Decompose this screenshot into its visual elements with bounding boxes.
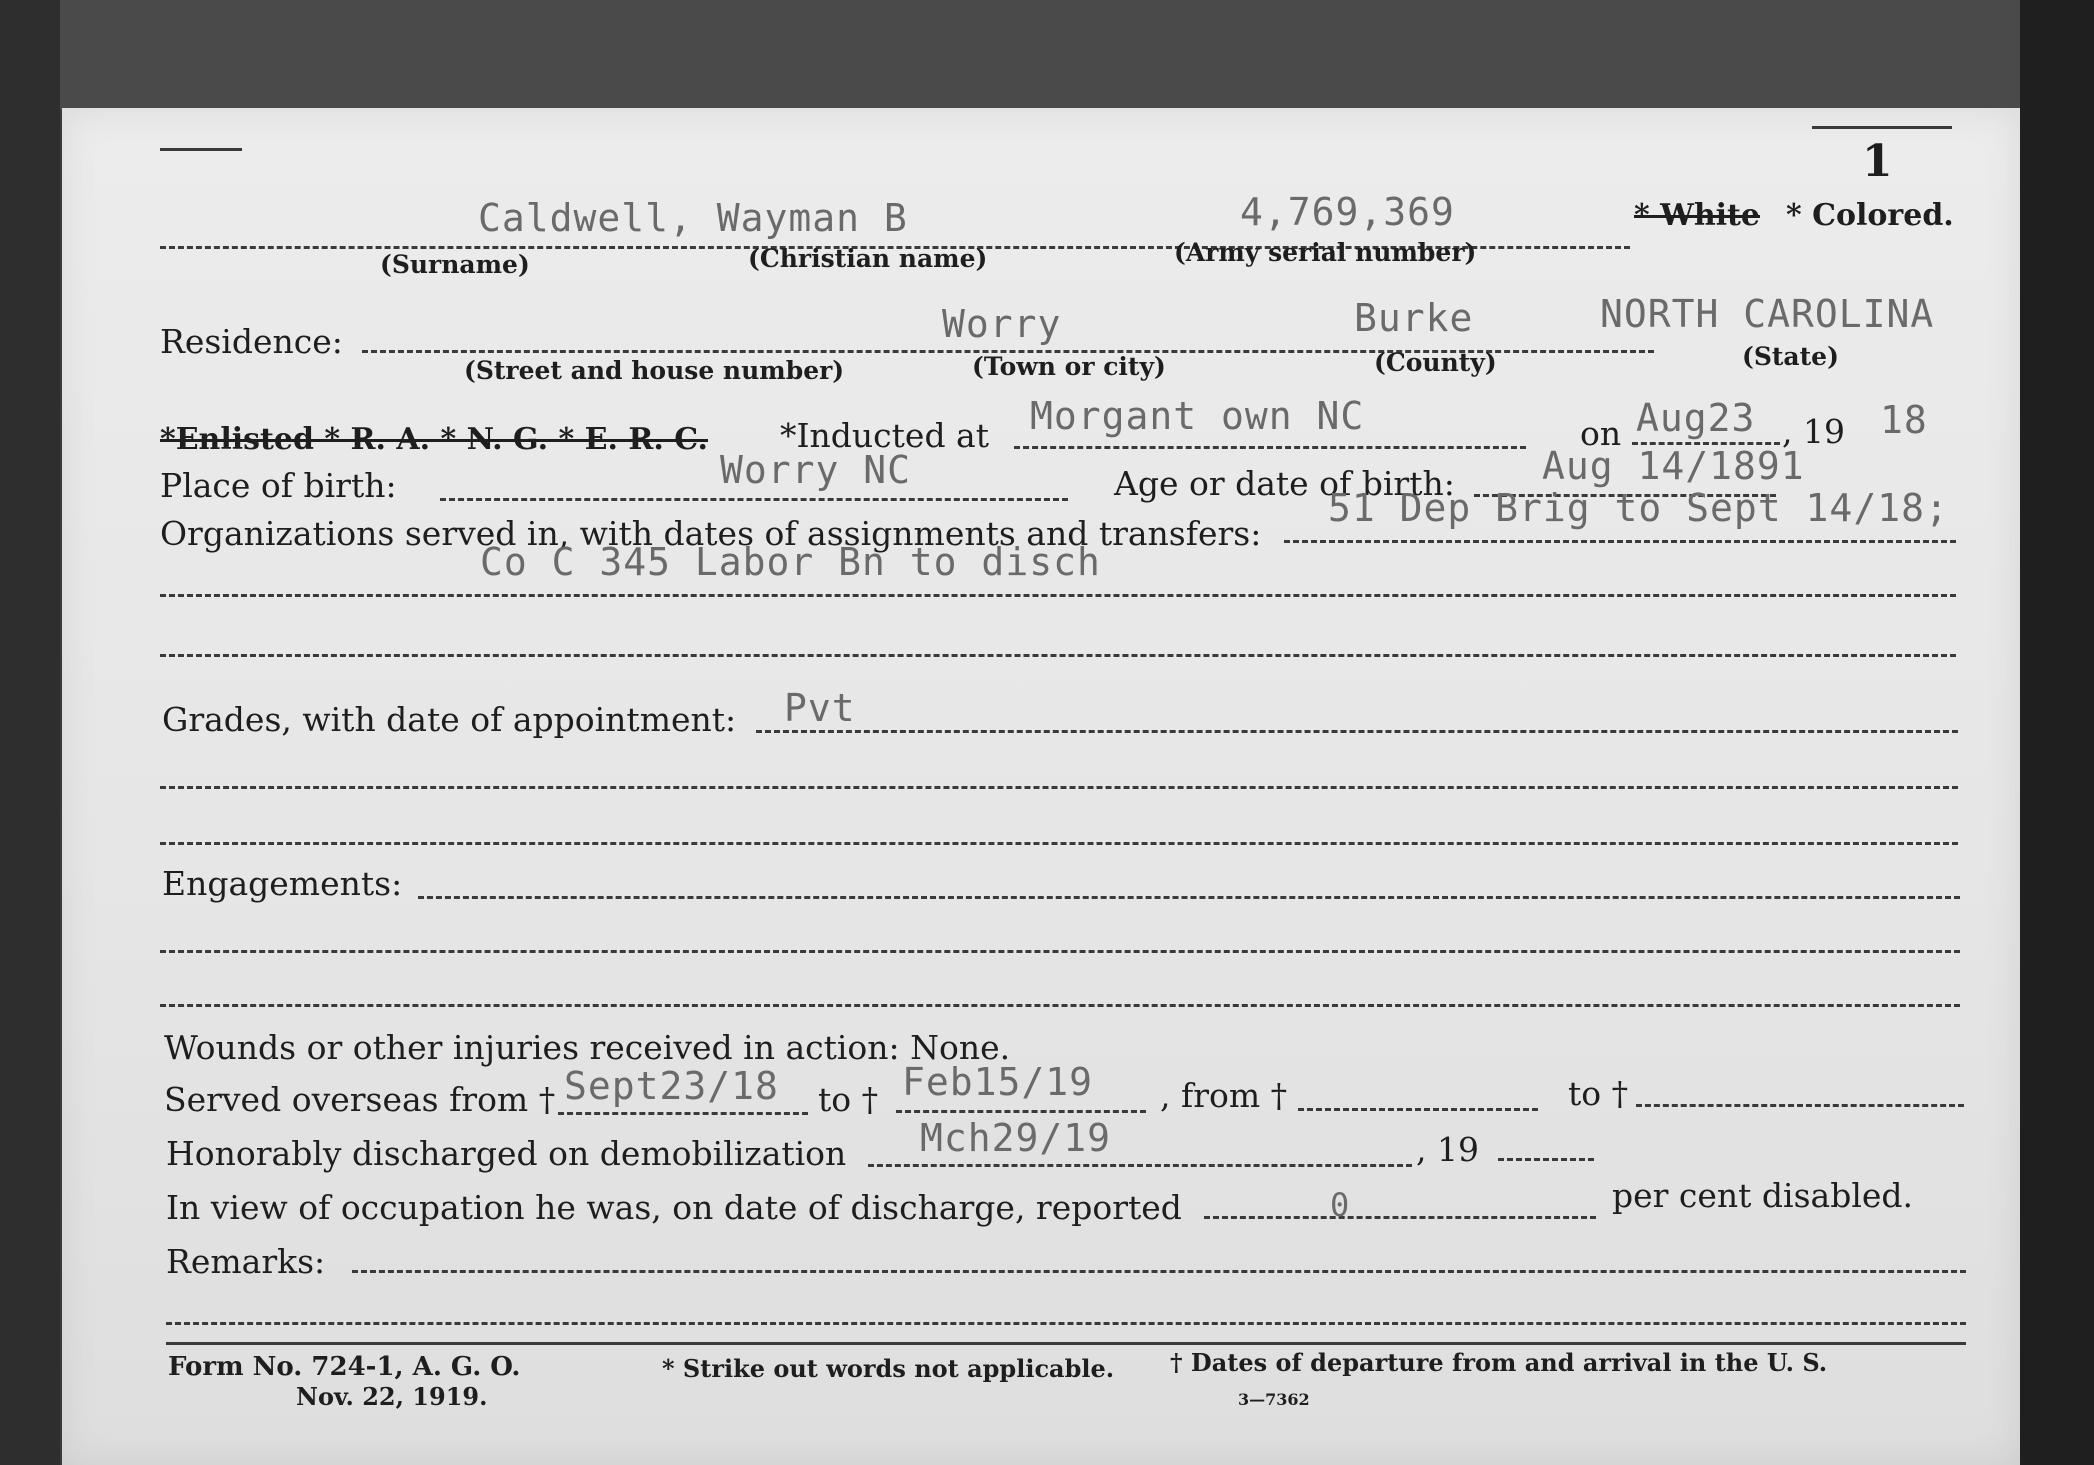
organizations-value-2: Co C 345 Labor Bn to disch — [480, 540, 1101, 584]
footer-rule — [166, 1342, 1966, 1345]
engagements-label: Engagements: — [162, 864, 403, 903]
overseas-from-line-2 — [1298, 1108, 1538, 1111]
print-code: 3—7362 — [1238, 1390, 1310, 1409]
grades-value: Pvt — [784, 686, 856, 730]
inducted-place: Morgant own NC — [1030, 394, 1365, 438]
inducted-date: Aug23 — [1636, 396, 1756, 440]
remarks-line-1 — [352, 1270, 1966, 1273]
engagements-line-3 — [160, 1004, 1960, 1007]
discharge-date: Mch29/19 — [920, 1116, 1112, 1160]
organizations-line-3 — [160, 654, 1956, 657]
disability-value: 0 — [1330, 1186, 1351, 1224]
residence-county: Burke — [1354, 296, 1474, 340]
state-caption: (State) — [1742, 342, 1839, 371]
serial-caption: (Army serial number) — [1174, 238, 1477, 267]
overseas-to-label: to † — [818, 1080, 879, 1119]
engagements-line-2 — [160, 950, 1960, 953]
remarks-label: Remarks: — [166, 1242, 326, 1281]
organizations-line-1 — [1284, 540, 1956, 543]
inducted-year-prefix: , 19 — [1782, 412, 1845, 451]
inducted-label: *Inducted at — [780, 416, 989, 455]
overseas-to-line — [896, 1110, 1146, 1113]
on-label: on — [1580, 414, 1622, 453]
discharge-line — [868, 1164, 1412, 1167]
race-colored: * Colored. — [1786, 198, 1954, 233]
grades-line-1 — [756, 730, 1958, 733]
organizations-line-2 — [160, 594, 1956, 597]
served-overseas-label: Served overseas from † — [164, 1080, 556, 1119]
grades-line-3 — [160, 842, 1958, 845]
card-number: 1 — [1862, 136, 1893, 187]
remarks-line-2 — [166, 1322, 1966, 1325]
service-record-card — [62, 108, 2020, 1465]
disability-suffix: per cent disabled. — [1612, 1176, 1914, 1215]
enlisted-options-struck: *Enlisted * R. A. * N. G. * E. R. C. — [160, 422, 708, 457]
residence-town: Worry — [942, 302, 1062, 346]
overseas-from-line — [558, 1112, 808, 1115]
organizations-value-1: 51 Dep Brig to Sept 14/18; — [1328, 486, 1949, 530]
inducted-year: 18 — [1880, 398, 1928, 442]
grades-label: Grades, with date of appointment: — [162, 700, 737, 739]
top-left-mark — [160, 148, 242, 151]
place-of-birth-label: Place of birth: — [160, 466, 397, 505]
inducted-line — [1014, 446, 1526, 449]
name-value: Caldwell, Wayman B — [478, 196, 908, 240]
top-right-mark — [1812, 126, 1952, 129]
strike-out-note: * Strike out words not applicable. — [662, 1354, 1115, 1383]
overseas-to-line-2 — [1636, 1104, 1964, 1107]
place-of-birth-value: Worry NC — [720, 448, 912, 492]
discharge-year-prefix: , 19 — [1416, 1130, 1479, 1169]
scanner-background-right — [2020, 0, 2094, 1465]
disability-label: In view of occupation he was, on date of discharge, reported — [166, 1188, 1182, 1227]
organizations-label: Organizations served in, with dates of assignments and transfers: — [160, 514, 1262, 553]
residence-state: NORTH CAROLINA — [1600, 292, 1935, 336]
disability-line — [1204, 1216, 1596, 1219]
scanner-background-left — [0, 0, 60, 1465]
place-of-birth-line — [440, 498, 1068, 501]
dates-note: † Dates of departure from and arrival in the U. S. — [1170, 1348, 1828, 1377]
form-date: Nov. 22, 1919. — [296, 1382, 488, 1411]
overseas-to-value: Feb15/19 — [902, 1060, 1094, 1104]
residence-label: Residence: — [160, 322, 343, 361]
overseas-from-label-2: , from † — [1160, 1076, 1288, 1115]
town-caption: (Town or city) — [972, 352, 1166, 381]
serial-number-value: 4,769,369 — [1240, 190, 1455, 234]
scanner-background-top — [0, 0, 2094, 110]
wounds-text: Wounds or other injuries received in action: None. — [164, 1028, 1011, 1067]
discharge-year-line — [1498, 1158, 1594, 1161]
county-caption: (County) — [1374, 348, 1497, 377]
grades-line-2 — [160, 786, 1958, 789]
form-number: Form No. 724-1, A. G. O. — [168, 1352, 521, 1382]
date-of-birth-value: Aug 14/1891 — [1542, 444, 1805, 488]
discharge-label: Honorably discharged on demobilization — [166, 1134, 847, 1173]
engagements-line-1 — [418, 896, 1960, 899]
christian-name-caption: (Christian name) — [748, 244, 988, 273]
age-label: Age or date of birth: — [1114, 464, 1455, 503]
overseas-to-label-2: to † — [1568, 1074, 1629, 1113]
race-white-struck: * White — [1634, 198, 1760, 233]
surname-caption: (Surname) — [380, 250, 530, 279]
street-caption: (Street and house number) — [464, 356, 845, 385]
overseas-from-value: Sept23/18 — [564, 1064, 779, 1108]
